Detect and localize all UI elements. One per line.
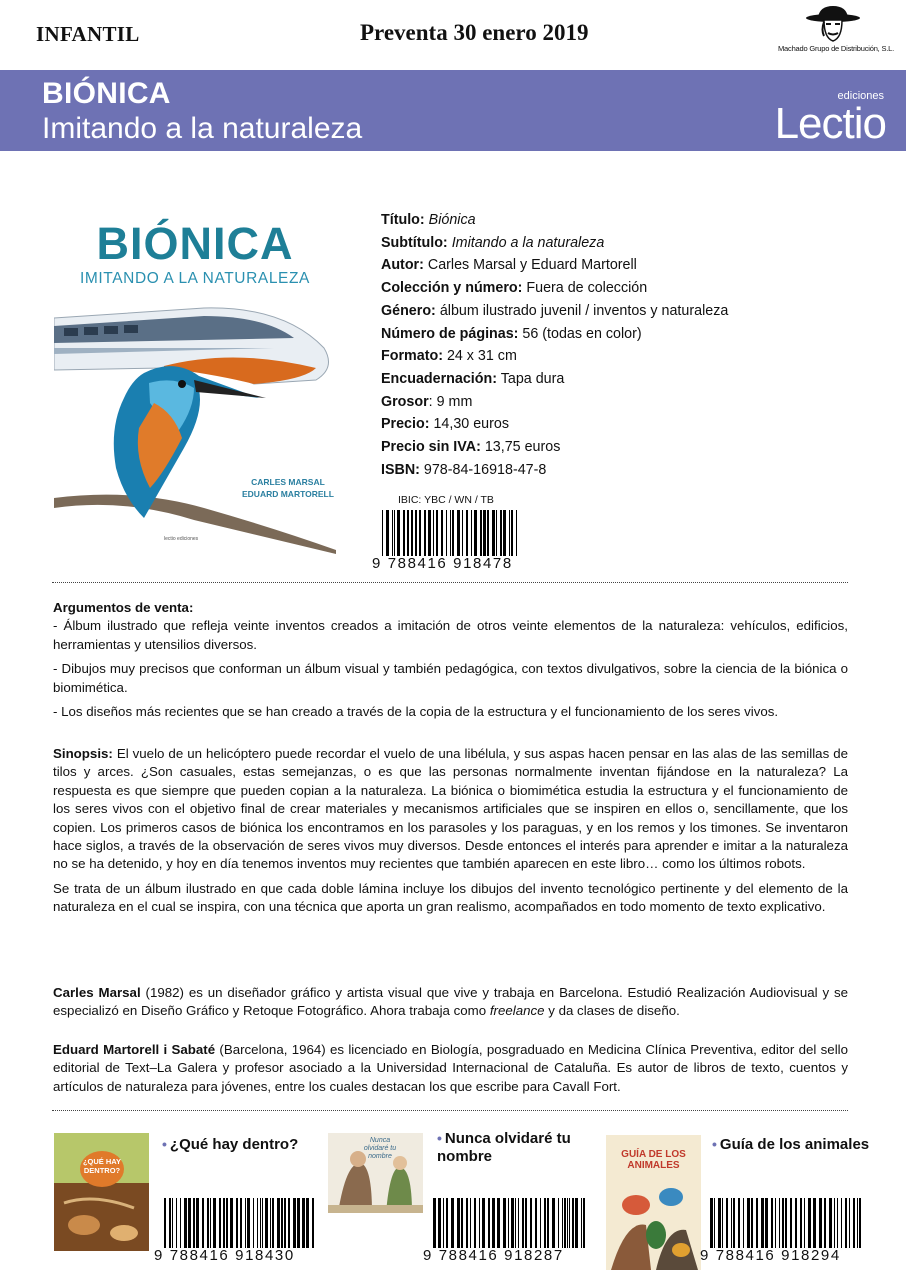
barcode-bar (433, 510, 434, 556)
author-bio-1: Carles Marsal (1982) es un diseñador gráfico y artista visual que vive y trabaja en Barcelona. Estudió Realización Audiovisual y se especializó en Diseño Gráfico y Retoque Fotográfico. Ahora trabaja como freelance y da clases de diseño. (53, 985, 848, 1019)
barcode-bar (804, 1198, 805, 1248)
selling-points-heading: Argumentos de venta: (53, 600, 194, 615)
barcode-bar (572, 1198, 574, 1248)
barcode-bar (443, 1198, 444, 1248)
barcode-bar (441, 510, 443, 556)
barcode-bar (515, 1198, 516, 1248)
publisher-small-label: ediciones (837, 90, 884, 102)
barcode-bar (829, 1198, 832, 1248)
barcode-bar (511, 1198, 514, 1248)
spec-label: Autor: (381, 257, 424, 274)
barcode-bar (462, 510, 463, 556)
related-book-1-cover[interactable] (54, 1133, 149, 1251)
related-book-3-title[interactable]: • Guía de los animales (712, 1136, 870, 1153)
barcode-bar (761, 1198, 764, 1248)
spec-row (381, 277, 728, 300)
barcode-bar (492, 510, 495, 556)
bullet-icon: • (712, 1136, 717, 1152)
synopsis-paragraph-1: Sinopsis: El vuelo de un helicóptero puede recordar el vuelo de una libélula, y sus aspas hacen pensar en las alas de las semillas de tilos y arces. ¿Son casuales, estas semejanzas, o es que las personas normalmente inventan fijándose en la naturaleza? La respuesta es que siempre que pueden copian a la naturaleza. La biónica o biomimética estudia la estructura y el funcionamiento de los seres vivos con el objetivo final de crear materiales y mecanismos artificiales que se inspiren en ellos o, sencillamente, que los copien. Los primeros casos de biónica los encontramos en los parasoles y los paraguas, y en los remos y los timones. Se inventaron hace siglos, a través de la observación de seres vivos muy diversos. Desde entonces el interés para aprender e imitar a la naturaleza no se ha detenido, y hoy en día tenemos inventos muy recientes que también aparecen en este libro… como los últimos robots. (53, 746, 848, 872)
barcode-bar (535, 1198, 537, 1248)
spec-label: Grosor (381, 393, 429, 410)
barcode-bar (771, 1198, 773, 1248)
barcode-bar (738, 1198, 740, 1248)
divider-top (52, 582, 848, 583)
barcode-bar (419, 510, 421, 556)
barcode-bar (800, 1198, 802, 1248)
barcode-bar (508, 1198, 509, 1248)
spec-label: Género: (381, 302, 436, 319)
barcode-bar (487, 510, 489, 556)
barcode-bar (288, 1198, 290, 1248)
spec-label: Precio: (381, 416, 430, 433)
related-book-1-illustration (54, 1133, 149, 1251)
spec-value: 24 x 31 cm (446, 348, 517, 365)
barcode-bar (230, 1198, 233, 1248)
spec-value: Biónica (428, 212, 476, 228)
barcode-bar (795, 1198, 797, 1248)
barcode-bar (483, 510, 486, 556)
spec-row (381, 254, 728, 277)
barcode-bar (281, 1198, 283, 1248)
spec-label: Número de páginas: (381, 325, 519, 342)
barcode-bar (503, 510, 506, 556)
barcode-bar (466, 510, 468, 556)
barcode-bar (479, 1198, 480, 1248)
barcode-bar (213, 1198, 216, 1248)
barcode-bar (394, 510, 395, 556)
selling-point-1: - Álbum ilustrado que refleja veinte inventos creados a imitación de otros veinte elementos de la naturaleza: vehículos, edificios, herramientas y utensilios diversos. (53, 618, 848, 652)
barcode-bar (438, 1198, 441, 1248)
barcode-bar (247, 1198, 250, 1248)
barcode-bar (382, 510, 383, 556)
barcode-bar (714, 1198, 715, 1248)
barcode-bar (180, 1198, 181, 1248)
cover-authors (242, 476, 334, 500)
barcode-bar (169, 1198, 171, 1248)
barcode-bar (564, 1198, 566, 1248)
distributor-logo (778, 4, 894, 64)
barcode-bar (813, 1198, 816, 1248)
author-1-name: Carles Marsal (53, 985, 141, 1000)
barcode-bar (733, 1198, 735, 1248)
barcode-bar (226, 1198, 228, 1248)
barcode-bar (446, 1198, 448, 1248)
barcode-bar (452, 510, 454, 556)
spec-row (381, 300, 728, 323)
barcode-bar (567, 1198, 568, 1248)
spec-label: Título: (381, 212, 425, 228)
spec-label: ISBN: (381, 461, 420, 478)
divider-bottom (52, 1110, 848, 1111)
barcode-bar (583, 1198, 585, 1248)
barcode-bar (756, 1198, 758, 1248)
ibic-code: IBIC: YBC / WN / TB (398, 494, 494, 506)
barcode-bar (176, 1198, 177, 1248)
barcode-bar (164, 1198, 166, 1248)
selling-point-3: - Los diseños más recientes que se han creado a través de la copia de la estructura y el funcionamiento de los seres vivos. (53, 704, 779, 720)
barcode-bar (552, 1198, 555, 1248)
barcode-bar (544, 1198, 546, 1248)
barcode-bar (743, 1198, 744, 1248)
barcode-bar (240, 1198, 242, 1248)
barcode-bar (558, 1198, 559, 1248)
barcode-bar (853, 1198, 855, 1248)
barcode-bar (207, 1198, 209, 1248)
barcode-bar (482, 1198, 485, 1248)
barcode-bar (253, 1198, 254, 1248)
banner-subtitle: Imitando a la naturaleza (42, 112, 363, 145)
barcode-bar (569, 1198, 570, 1248)
related-book-1-cover-text: ¿QUÉ HAY DENTRO? (82, 1157, 122, 1175)
barcode-bar (223, 1198, 225, 1248)
barcode-bar (433, 1198, 436, 1248)
related-book-2-title[interactable]: • Nunca olvidaré tu nombre (437, 1130, 571, 1165)
spec-row (381, 436, 728, 459)
barcode-bar (731, 1198, 732, 1248)
barcode-bar (193, 1198, 195, 1248)
barcode-bar (516, 510, 517, 556)
related-book-1-barcode-number: 9 788416 918430 (154, 1247, 295, 1264)
barcode-bar (722, 1198, 723, 1248)
spec-row (381, 323, 728, 346)
barcode-bar (492, 1198, 495, 1248)
barcode-bar (790, 1198, 792, 1248)
barcode-bar (819, 1198, 822, 1248)
barcode-bar (210, 1198, 211, 1248)
barcode-bar (849, 1198, 850, 1248)
distributor-name: Machado Grupo de Distribución, S.L. (778, 44, 894, 53)
selling-points (53, 599, 848, 727)
barcode-bar (581, 1198, 582, 1248)
barcode-bar (451, 1198, 454, 1248)
barcode-bar (196, 1198, 199, 1248)
barcode-bar (245, 1198, 246, 1248)
barcode-bar (257, 1198, 258, 1248)
main-barcode-number: 9 788416 918478 (372, 555, 513, 572)
publisher-logo: Lectio (774, 99, 886, 148)
barcode-bar (446, 510, 447, 556)
main-barcode (372, 510, 522, 571)
barcode-bar (710, 1198, 713, 1248)
barcode-bar (260, 1198, 261, 1248)
barcode-bars (372, 510, 522, 556)
spec-row (381, 232, 728, 255)
barcode-bar (857, 1198, 858, 1248)
spec-value: Fuera de colección (526, 280, 648, 297)
barcode-bar (293, 1198, 296, 1248)
spec-value: Imitando a la naturaleza (451, 234, 605, 251)
bullet-icon: • (437, 1130, 442, 1146)
barcode-bar (562, 1198, 563, 1248)
spec-value: 13,75 euros (484, 439, 561, 456)
barcode-bar (497, 1198, 500, 1248)
barcode-bar (188, 1198, 191, 1248)
related-book-3-cover[interactable] (606, 1135, 701, 1270)
barcode-bar (488, 1198, 490, 1248)
barcode-bar (219, 1198, 221, 1248)
spec-value: : 9 mm (428, 393, 473, 410)
barcode-bar (480, 510, 482, 556)
barcode-bar (718, 1198, 721, 1248)
barcode-bar (509, 510, 510, 556)
barcode-bar (424, 510, 426, 556)
barcode-bar (841, 1198, 842, 1248)
barcode-bar (272, 1198, 274, 1248)
barcode-bar (530, 1198, 532, 1248)
related-book-2-barcode-number: 9 788416 918287 (423, 1247, 564, 1264)
spec-value: 978-84-16918-47-8 (423, 461, 547, 478)
barcode-bar (450, 510, 451, 556)
barcode-bar (270, 1198, 271, 1248)
barcode-bar (470, 1198, 471, 1248)
barcode-bar (525, 1198, 527, 1248)
barcode-bar (312, 1198, 314, 1248)
barcode-bar (306, 1198, 309, 1248)
spec-row (381, 391, 728, 414)
presale-date: Preventa 30 enero 2019 (360, 20, 589, 45)
barcode-bar (397, 510, 400, 556)
barcode-bar (518, 1198, 519, 1248)
barcode-bar (500, 510, 502, 556)
barcode-bar (474, 510, 477, 556)
related-book-3-cover-text: GUÍA DE LOS ANIMALES (621, 1149, 686, 1171)
barcode-bar (466, 1198, 468, 1248)
barcode-bar (765, 1198, 768, 1248)
spec-row (381, 413, 728, 436)
title-banner (0, 70, 906, 151)
author-bio-2: Eduard Martorell i Sabaté (Barcelona, 1964) es licenciado en Biología, posgraduado en Medicina Clínica Preventiva, editor del sello editorial de Text–La Galera y profesor asociado a la Universidad Internacional de Cataluña. Es autor de libros de texto, cuentos y artículos de naturaleza para jóvenes, entre los cuales destacan los que escribe para Cavall Fort. (53, 1042, 849, 1094)
barcode-bar (262, 1198, 263, 1248)
related-book-1-barcode (154, 1198, 319, 1263)
spec-label: Subtítulo: (381, 234, 448, 251)
category-label: INFANTIL (36, 22, 140, 46)
hat-man-icon (804, 4, 862, 44)
barcode-bar (457, 510, 460, 556)
spec-label: Formato: (381, 348, 443, 365)
spec-value: Carles Marsal y Eduard Martorell (427, 257, 637, 274)
book-specs (381, 209, 728, 481)
cover-subtitle: IMITANDO A LA NATURALEZA (79, 270, 310, 287)
spec-value: 56 (todas en color) (522, 325, 642, 342)
barcode-bar (236, 1198, 238, 1248)
spec-label: Encuadernación: (381, 370, 497, 387)
bullet-icon: • (162, 1136, 167, 1152)
barcode-bar (436, 510, 438, 556)
spec-row (381, 459, 728, 482)
barcode-bar (575, 1198, 578, 1248)
barcode-bar (503, 1198, 506, 1248)
spec-row (381, 368, 728, 391)
related-book-3-barcode (700, 1198, 865, 1263)
barcode-bar (415, 510, 417, 556)
synopsis (53, 745, 848, 923)
author-2-name: Eduard Martorell i Sabaté (53, 1042, 216, 1057)
barcode-bar (277, 1198, 280, 1248)
barcode-bar (824, 1198, 826, 1248)
barcode-bar (751, 1198, 753, 1248)
barcode-bar (457, 1198, 460, 1248)
barcode-bar (779, 1198, 780, 1248)
synopsis-paragraph-2: Se trata de un álbum ilustrado en que cada doble lámina incluye los dibujos del invento tecnológico pertinente y del elemento de la naturaleza en el cual se inspira, con una técnica que aporta un gran realismo, acompañados en todo momento de texto explicativo. (53, 880, 848, 915)
barcode-bar (511, 510, 513, 556)
related-book-2-barcode (423, 1198, 588, 1263)
barcode-bar (302, 1198, 305, 1248)
barcode-bar (775, 1198, 776, 1248)
barcode-bar (522, 1198, 524, 1248)
barcode-bar (837, 1198, 838, 1248)
spec-label: Colección y número: (381, 280, 523, 297)
cover-author-2: EDUARD MARTORELL (242, 489, 334, 499)
selling-point-2: - Dibujos muy precisos que conforman un álbum visual y también pedagógica, con textos divulgativos, sobre la ciencia de la biónica o biomimética. (53, 661, 848, 695)
barcode-bar (547, 1198, 549, 1248)
spec-value: 14,30 euros (433, 416, 509, 433)
barcode-bar (834, 1198, 835, 1248)
cover-publisher: lectio ediciones (164, 536, 199, 542)
spec-value: álbum ilustrado juvenil / inventos y naturaleza (439, 302, 729, 319)
cover-title: BIÓNICA (96, 218, 294, 269)
barcode-bar (474, 1198, 476, 1248)
barcode-bars (423, 1198, 588, 1248)
spec-row (381, 345, 728, 368)
barcode-bar (785, 1198, 787, 1248)
barcode-bar (540, 1198, 541, 1248)
related-book-2-cover[interactable] (328, 1133, 423, 1213)
barcode-bar (407, 510, 409, 556)
barcode-bar (297, 1198, 300, 1248)
cover-author-1: CARLES MARSAL (251, 477, 325, 487)
banner-title: BIÓNICA (42, 77, 171, 110)
barcode-bar (859, 1198, 861, 1248)
spec-value: Tapa dura (500, 370, 565, 387)
barcode-bar (392, 510, 393, 556)
book-cover (54, 198, 336, 554)
barcode-bar (461, 1198, 463, 1248)
barcode-bar (184, 1198, 187, 1248)
barcode-bar (411, 510, 413, 556)
barcode-bar (428, 510, 431, 556)
related-book-3-barcode-number: 9 788416 918294 (700, 1247, 841, 1264)
barcode-bar (284, 1198, 286, 1248)
barcode-bar (782, 1198, 784, 1248)
synopsis-heading: Sinopsis: (53, 746, 113, 761)
barcode-bars (700, 1198, 865, 1248)
barcode-bar (172, 1198, 173, 1248)
spec-row (381, 209, 728, 232)
barcode-bar (726, 1198, 728, 1248)
barcode-bar (496, 510, 497, 556)
barcode-bar (845, 1198, 847, 1248)
barcode-bar (471, 510, 472, 556)
related-book-2-cover-text: Nunca olvidaré tu nombre (363, 1137, 397, 1160)
spec-label: Precio sin IVA: (381, 439, 481, 456)
barcode-bar (202, 1198, 204, 1248)
barcode-bar (747, 1198, 750, 1248)
barcode-bars (154, 1198, 319, 1248)
barcode-bar (403, 510, 405, 556)
barcode-bar (808, 1198, 811, 1248)
related-book-1-title[interactable]: • ¿Qué hay dentro? (162, 1136, 299, 1153)
barcode-bar (386, 510, 389, 556)
barcode-bar (265, 1198, 268, 1248)
